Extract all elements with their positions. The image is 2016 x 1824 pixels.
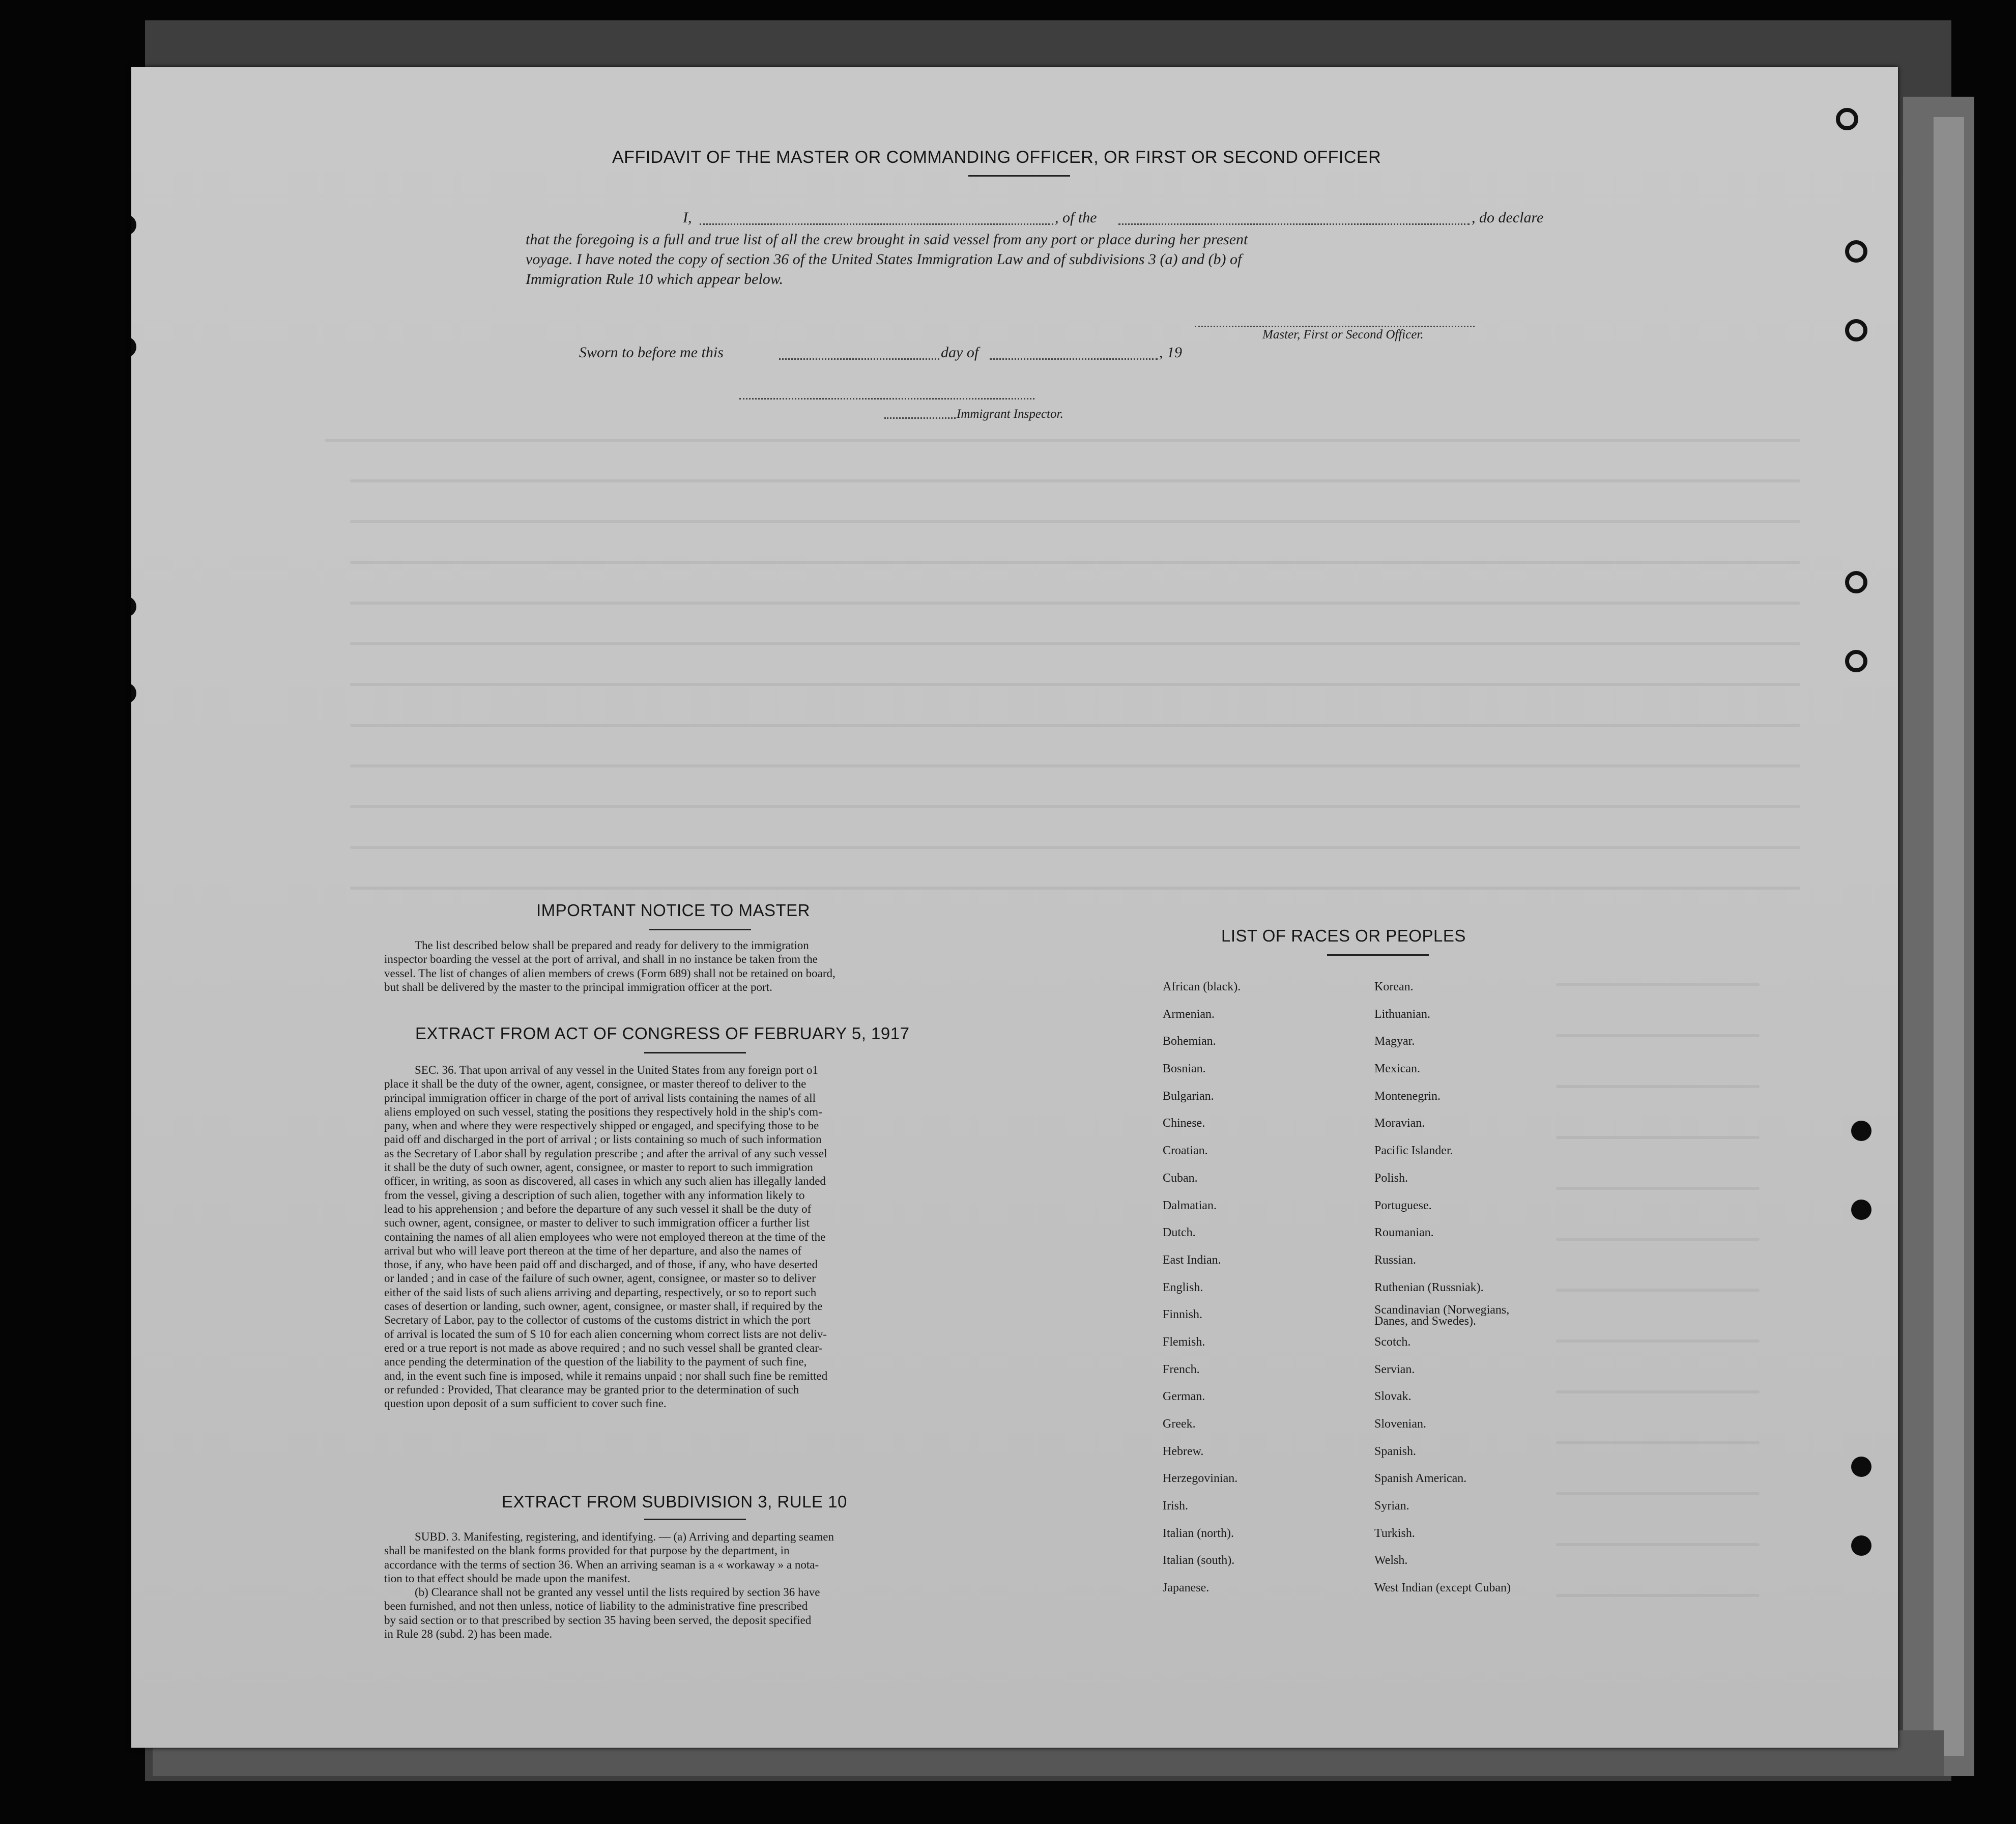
- binder-hole: [131, 215, 136, 235]
- act-line: containing the names of all alien employees who were not employed thereon at the time of the: [384, 1230, 826, 1243]
- race-item: Lithuanian.: [1374, 1007, 1430, 1021]
- binder-hole: [131, 337, 136, 357]
- race-item: French.: [1163, 1362, 1200, 1376]
- act-line: it shall be the duty of such owner, agent, consignee, or master to report to such immigration: [384, 1161, 813, 1174]
- affidavit-line-2: that the foregoing is a full and true list of all the crew brought in said vessel from any port or place during her present: [526, 231, 1248, 248]
- race-item: Korean.: [1374, 980, 1414, 993]
- race-item: Polish.: [1374, 1171, 1408, 1185]
- race-item: Greek.: [1163, 1417, 1196, 1431]
- race-item: Italian (south).: [1163, 1554, 1235, 1568]
- act-line: officer, in writing, as soon as discovered, all cases in which any such alien has illegally landed: [384, 1175, 826, 1188]
- sworn-month-field[interactable]: [990, 358, 1158, 360]
- binder-hole: [1851, 1200, 1871, 1220]
- rule-line: shall be manifested on the blank forms provided for that purpose by the department, in: [384, 1544, 790, 1557]
- race-item: Dalmatian.: [1163, 1199, 1217, 1212]
- bleed-through-texture: [131, 67, 1898, 1748]
- rule-line: accordance with the terms of section 36. When an arriving seaman is a « workaway » a nota-: [384, 1558, 819, 1571]
- act-line: of arrival is located the sum of $ 10 for each alien concerning whom correct lists are not deliv-: [384, 1327, 827, 1341]
- binder-hole: [1851, 1121, 1871, 1141]
- act-line: Secretary of Labor, pay to the collector of customs of the customs district in which the port: [384, 1314, 811, 1327]
- race-item: Servian.: [1374, 1362, 1415, 1376]
- affidavit-title: AFFIDAVIT OF THE MASTER OR COMMANDING OFFICER, OR FIRST OR SECOND OFFICER: [612, 148, 1381, 167]
- notice-line: The list described below shall be prepared and ready for delivery to the immigration: [415, 939, 809, 952]
- affidavit-title-rule: [968, 175, 1070, 177]
- affidavit-line-3: voyage. I have noted the copy of section 36 of the United States Immigration Law and of subdivisions 3 (a) and (b) of: [526, 251, 1242, 268]
- affidavit-line-4: Immigration Rule 10 which appear below.: [526, 271, 784, 288]
- race-item: Slovenian.: [1374, 1417, 1426, 1431]
- rule-title: EXTRACT FROM SUBDIVISION 3, RULE 10: [502, 1492, 847, 1511]
- race-item: Syrian.: [1374, 1499, 1409, 1513]
- rule-line: been furnished, and not then unless, notice of liability to the administrative fine prescribed: [384, 1600, 808, 1613]
- race-item: Hebrew.: [1163, 1444, 1204, 1458]
- race-item: Montenegrin.: [1374, 1089, 1441, 1103]
- rule-line: SUBD. 3. Manifesting, registering, and identifying. — (a) Arriving and departing seamen: [415, 1530, 834, 1543]
- race-item: East Indian.: [1163, 1253, 1221, 1267]
- act-line: principal immigration officer in charge of the port of arrival lists containing the names of all: [384, 1091, 816, 1104]
- act-line: paid off and discharged in the port of arrival ; or lists containing so much of such information: [384, 1133, 822, 1146]
- act-line: cases of desertion or landing, such owner, agent, consignee, or master shall, if required by the: [384, 1300, 823, 1313]
- notice-line: but shall be delivered by the master to the principal immigration officer at the port.: [384, 980, 772, 993]
- race-item: Russian.: [1374, 1253, 1417, 1267]
- act-line: or refunded : Provided, That clearance may be granted prior to the determination of such: [384, 1383, 799, 1396]
- sworn-label: Sworn to before me this: [579, 344, 724, 361]
- notice-title: IMPORTANT NOTICE TO MASTER: [536, 901, 811, 920]
- race-item: German.: [1163, 1390, 1205, 1404]
- race-item: Irish.: [1163, 1499, 1188, 1513]
- races-left-column: [1163, 980, 1356, 1608]
- act-line: pany, when and where they were respectively shipped or engaged, and specifying those to be: [384, 1119, 819, 1132]
- race-item: Scotch.: [1374, 1335, 1411, 1349]
- race-item: Italian (north).: [1163, 1526, 1234, 1540]
- binder-hole: [1836, 108, 1858, 130]
- notice-title-rule: [649, 929, 751, 930]
- act-line: from the vessel, giving a description of such alien, together with any information likely to: [384, 1188, 805, 1202]
- rule-line: tion to that effect should be made upon the manifest.: [384, 1572, 630, 1585]
- race-item: Spanish American.: [1374, 1472, 1467, 1486]
- act-title-rule: [644, 1052, 746, 1053]
- races-title: LIST OF RACES OR PEOPLES: [1221, 926, 1466, 945]
- master-signature-field[interactable]: [1195, 326, 1475, 327]
- affidavit-line-1: [524, 208, 1644, 229]
- inspector-signature-label: Immigrant Inspector.: [957, 407, 1063, 421]
- act-line: aliens employed on such vessel, stating the positions they respectively hold in the ship's com-: [384, 1105, 822, 1118]
- race-item: Dutch.: [1163, 1226, 1196, 1240]
- race-item: West Indian (except Cuban): [1374, 1581, 1511, 1595]
- inspector-signature-field[interactable]: [739, 398, 1034, 400]
- sheet-edge-right-inner: [1934, 117, 1964, 1756]
- rule-text: [384, 1530, 1007, 1641]
- binder-hole: [131, 596, 136, 617]
- binder-hole: [1851, 1535, 1871, 1556]
- act-line: question upon deposit of a sum sufficient to cover such fine.: [384, 1397, 667, 1410]
- vessel-name-field[interactable]: [1118, 223, 1470, 225]
- race-item: Bohemian.: [1163, 1035, 1216, 1048]
- binder-hole: [1845, 240, 1867, 263]
- binder-hole: [1845, 571, 1867, 593]
- race-item: Spanish.: [1374, 1444, 1417, 1458]
- binder-hole: [131, 683, 136, 703]
- race-item: Roumanian.: [1374, 1226, 1434, 1240]
- rule-line: by said section or to that prescribed by section 35 having been served, the deposit specified: [384, 1613, 812, 1627]
- master-name-field[interactable]: [700, 223, 1053, 225]
- act-line: ered or a true report is not made as above required ; and no such vessel shall be granted clear-: [384, 1341, 823, 1354]
- act-line: ance pending the determination of the question of the liability to the payment of such fine,: [384, 1355, 807, 1369]
- binder-hole: [1845, 650, 1867, 672]
- rule-title-rule: [644, 1519, 746, 1520]
- master-signature-label: Master, First or Second Officer.: [1262, 328, 1424, 341]
- affidavit-do-declare-label: , do declare: [1472, 209, 1544, 226]
- race-item: Armenian.: [1163, 1007, 1215, 1021]
- notice-line: inspector boarding the vessel at the port of arrival, and shall in no instance be taken from the: [384, 953, 818, 966]
- act-line: place it shall be the duty of the owner, agent, consignee, or master thereof to deliver to the: [384, 1077, 807, 1091]
- sworn-day-field[interactable]: [779, 358, 939, 360]
- race-item: English.: [1163, 1280, 1203, 1294]
- affidavit-of-the-label: , of the: [1055, 209, 1097, 226]
- rule-line: (b) Clearance shall not be granted any vessel until the lists required by section 36 have: [415, 1586, 820, 1599]
- races-right-column: [1374, 980, 1588, 1608]
- inspector-signature-field-lead[interactable]: [884, 417, 956, 419]
- act-line: or landed ; and in case of the failure of such owner, agent, consignee, or master so to deliver: [384, 1272, 816, 1285]
- manifest-page: [131, 67, 1898, 1748]
- act-line: as the Secretary of Labor shall by regulation prescribe ; and after the arrival of any such vessel: [384, 1147, 827, 1160]
- affidavit-i-label: I,: [683, 209, 692, 226]
- act-line: either of the said lists of such aliens arriving and departing, respectively, or so to report such: [384, 1286, 817, 1299]
- act-line: such owner, agent, consignee, or master to deliver to such immigration officer a further list: [384, 1216, 810, 1230]
- race-item: Finnish.: [1163, 1308, 1203, 1322]
- race-item: Herzegovinian.: [1163, 1472, 1238, 1486]
- race-item: Slovak.: [1374, 1390, 1412, 1404]
- year-label: , 19: [1159, 344, 1182, 361]
- race-item: Portuguese.: [1374, 1199, 1432, 1212]
- rule-line: in Rule 28 (subd. 2) has been made.: [384, 1628, 553, 1641]
- day-of-label: day of: [941, 344, 979, 361]
- race-item: Japanese.: [1163, 1581, 1209, 1595]
- act-line: SEC. 36. That upon arrival of any vessel in the United States from any foreign port o1: [415, 1064, 818, 1076]
- race-item: Cuban.: [1163, 1171, 1198, 1185]
- act-text: [384, 1063, 1007, 1410]
- notice-text: [384, 938, 1007, 994]
- act-line: and, in the event such fine is imposed, while it remains unpaid ; nor shall such fine be remitted: [384, 1369, 828, 1382]
- race-item: Bulgarian.: [1163, 1089, 1214, 1103]
- act-title: EXTRACT FROM ACT OF CONGRESS OF FEBRUARY 5, 1917: [415, 1024, 910, 1043]
- binder-hole: [1845, 319, 1867, 341]
- act-line: those, if any, who have been paid off and discharged, and of those, if any, who have deserted: [384, 1258, 818, 1271]
- binder-hole: [1851, 1457, 1871, 1477]
- races-title-rule: [1327, 954, 1429, 956]
- notice-line: vessel. The list of changes of alien members of crews (Form 689) shall not be retained on board,: [384, 966, 836, 980]
- race-item: Chinese.: [1163, 1117, 1205, 1130]
- race-item: Croatian.: [1163, 1144, 1208, 1158]
- race-item: Mexican.: [1374, 1062, 1420, 1076]
- act-line: lead to his apprehension ; and before the departure of any such vessel it shall be the duty of: [384, 1202, 812, 1215]
- race-item: Turkish.: [1374, 1526, 1415, 1540]
- race-item: Ruthenian (Russniak).: [1374, 1280, 1484, 1294]
- race-item: Moravian.: [1374, 1117, 1425, 1130]
- race-item: Magyar.: [1374, 1035, 1415, 1048]
- act-line: arrival but who will leave port thereon at the time of her departure, and also the names of: [384, 1244, 802, 1257]
- race-item: Welsh.: [1374, 1554, 1408, 1568]
- race-item: Pacific Islander.: [1374, 1144, 1453, 1158]
- sworn-line: [579, 343, 1342, 363]
- race-item: Bosnian.: [1163, 1062, 1206, 1076]
- race-item: Scandinavian (Norwegians, Danes, and Swedes).: [1374, 1303, 1510, 1328]
- race-item: African (black).: [1163, 980, 1241, 993]
- race-item: Flemish.: [1163, 1335, 1205, 1349]
